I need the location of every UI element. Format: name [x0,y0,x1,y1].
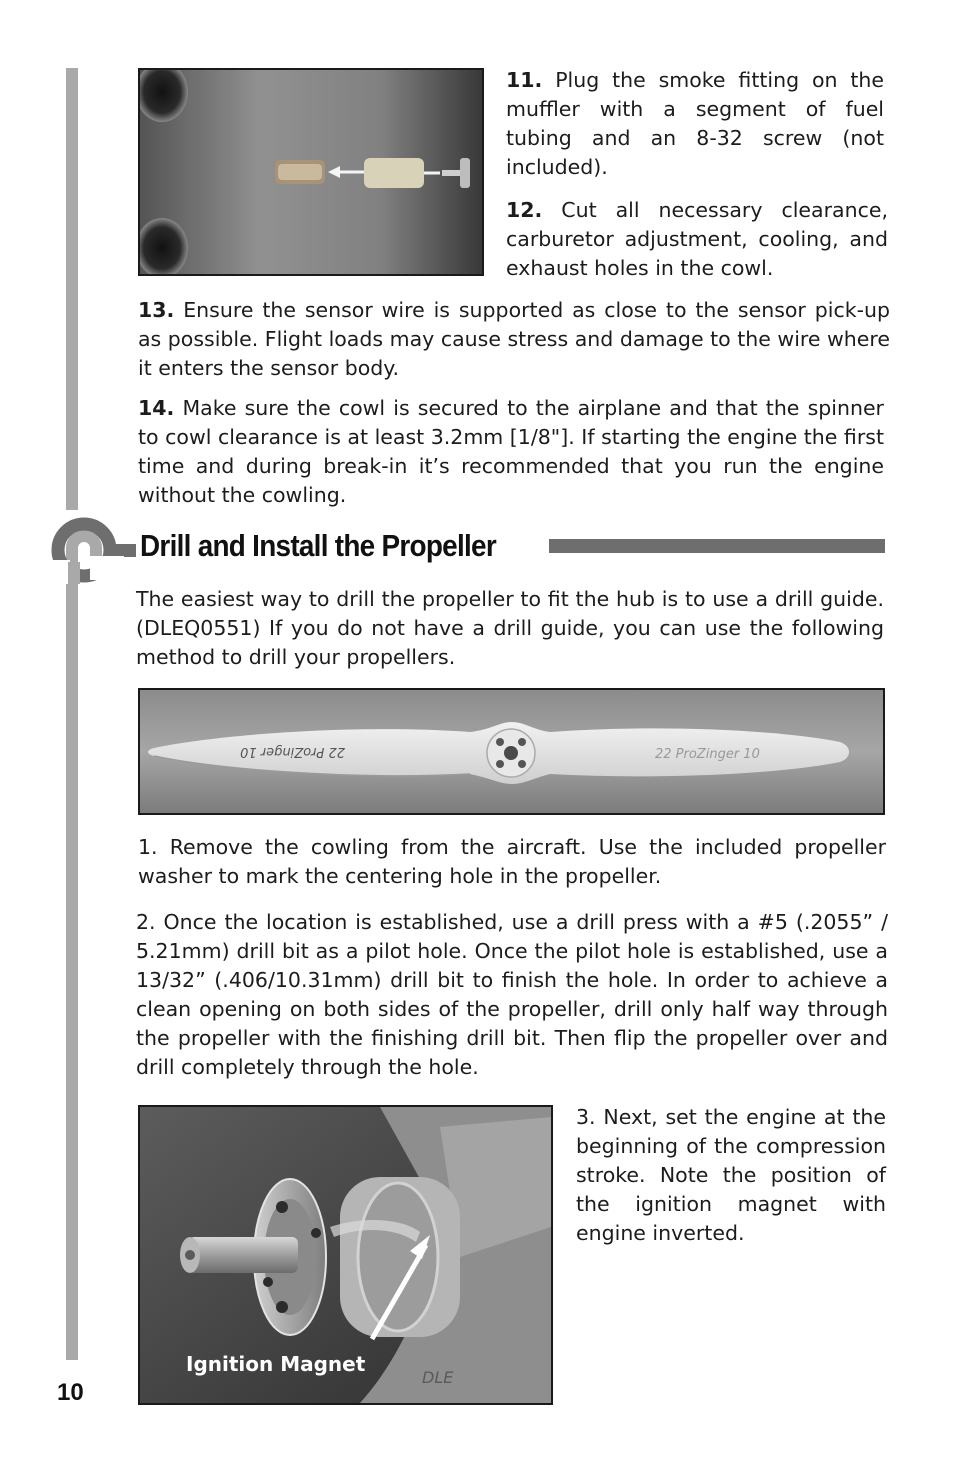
propeller-label-left: 22 ProZinger 10 [240,744,345,759]
section-title: Drill and Install the Propeller [140,528,496,563]
engine-stamp: DLE [422,1368,454,1387]
propeller-label-right: 22 ProZinger 10 [655,747,760,762]
section-intro: The easiest way to drill the propeller to fit the hub is to use a drill guide. (DLEQ0551) If you do not have a drill guide, you can use the following method to drill your propellers. [136,587,884,669]
step-12-number: 12. [506,198,543,222]
step-13 [138,296,890,383]
step-12-text: Cut all necessary clearance, carburetor adjustment, cooling, and exhaust holes in the cowl. [506,198,888,280]
section-hook-icon [40,514,140,584]
step-14-text: Make sure the cowl is secured to the airplane and that the spinner to cowl clearance is at least 3.2mm [1/8"]. If starting the engine the first time and during break-in it’s recommended that you run the engine without the cowling. [138,396,884,507]
sidebar-bar-top [66,68,78,510]
step-14-number: 14. [138,396,175,420]
step-13-number: 13. [138,298,175,322]
step-11 [506,66,884,182]
heading-rule [549,539,885,553]
page-number: 10 [57,1379,84,1406]
step-2: 2. Once the location is established, use a drill press with a #5 (.2055” / 5.21mm) drill bit as a pilot hole. Once the pilot hole is established, use a 13/32” (.406/10.31mm) drill bit to finish the hole. In order to achieve a clean opening on both sides of the propeller, drill only half way through the propeller with the finishing drill bit. Then flip the propeller over and drill completely through the hole. [136,910,888,1079]
muffler-photo [138,68,484,276]
step-3: 3. Next, set the engine at the beginning of the compression stroke. Note the position of the ignition magnet with engine inverted. [576,1105,886,1245]
step-1: 1. Remove the cowling from the aircraft. Use the included propeller washer to mark the centering hole in the propeller. [138,835,886,888]
step-13-text: Ensure the sensor wire is supported as close to the sensor pick-up as possible. Flight loads may cause stress and damage to the wire where it enters the sensor body. [138,298,890,380]
step-12 [506,196,888,283]
step-14 [138,394,884,510]
propeller-photo [138,688,885,815]
engine-photo [138,1105,553,1405]
ignition-magnet-callout: Ignition Magnet [186,1352,366,1376]
sidebar-bar-bottom [66,566,78,1360]
step-11-number: 11. [506,68,543,92]
step-11-text: Plug the smoke fitting on the muffler with a segment of fuel tubing and an 8-32 screw (not included). [506,68,884,179]
